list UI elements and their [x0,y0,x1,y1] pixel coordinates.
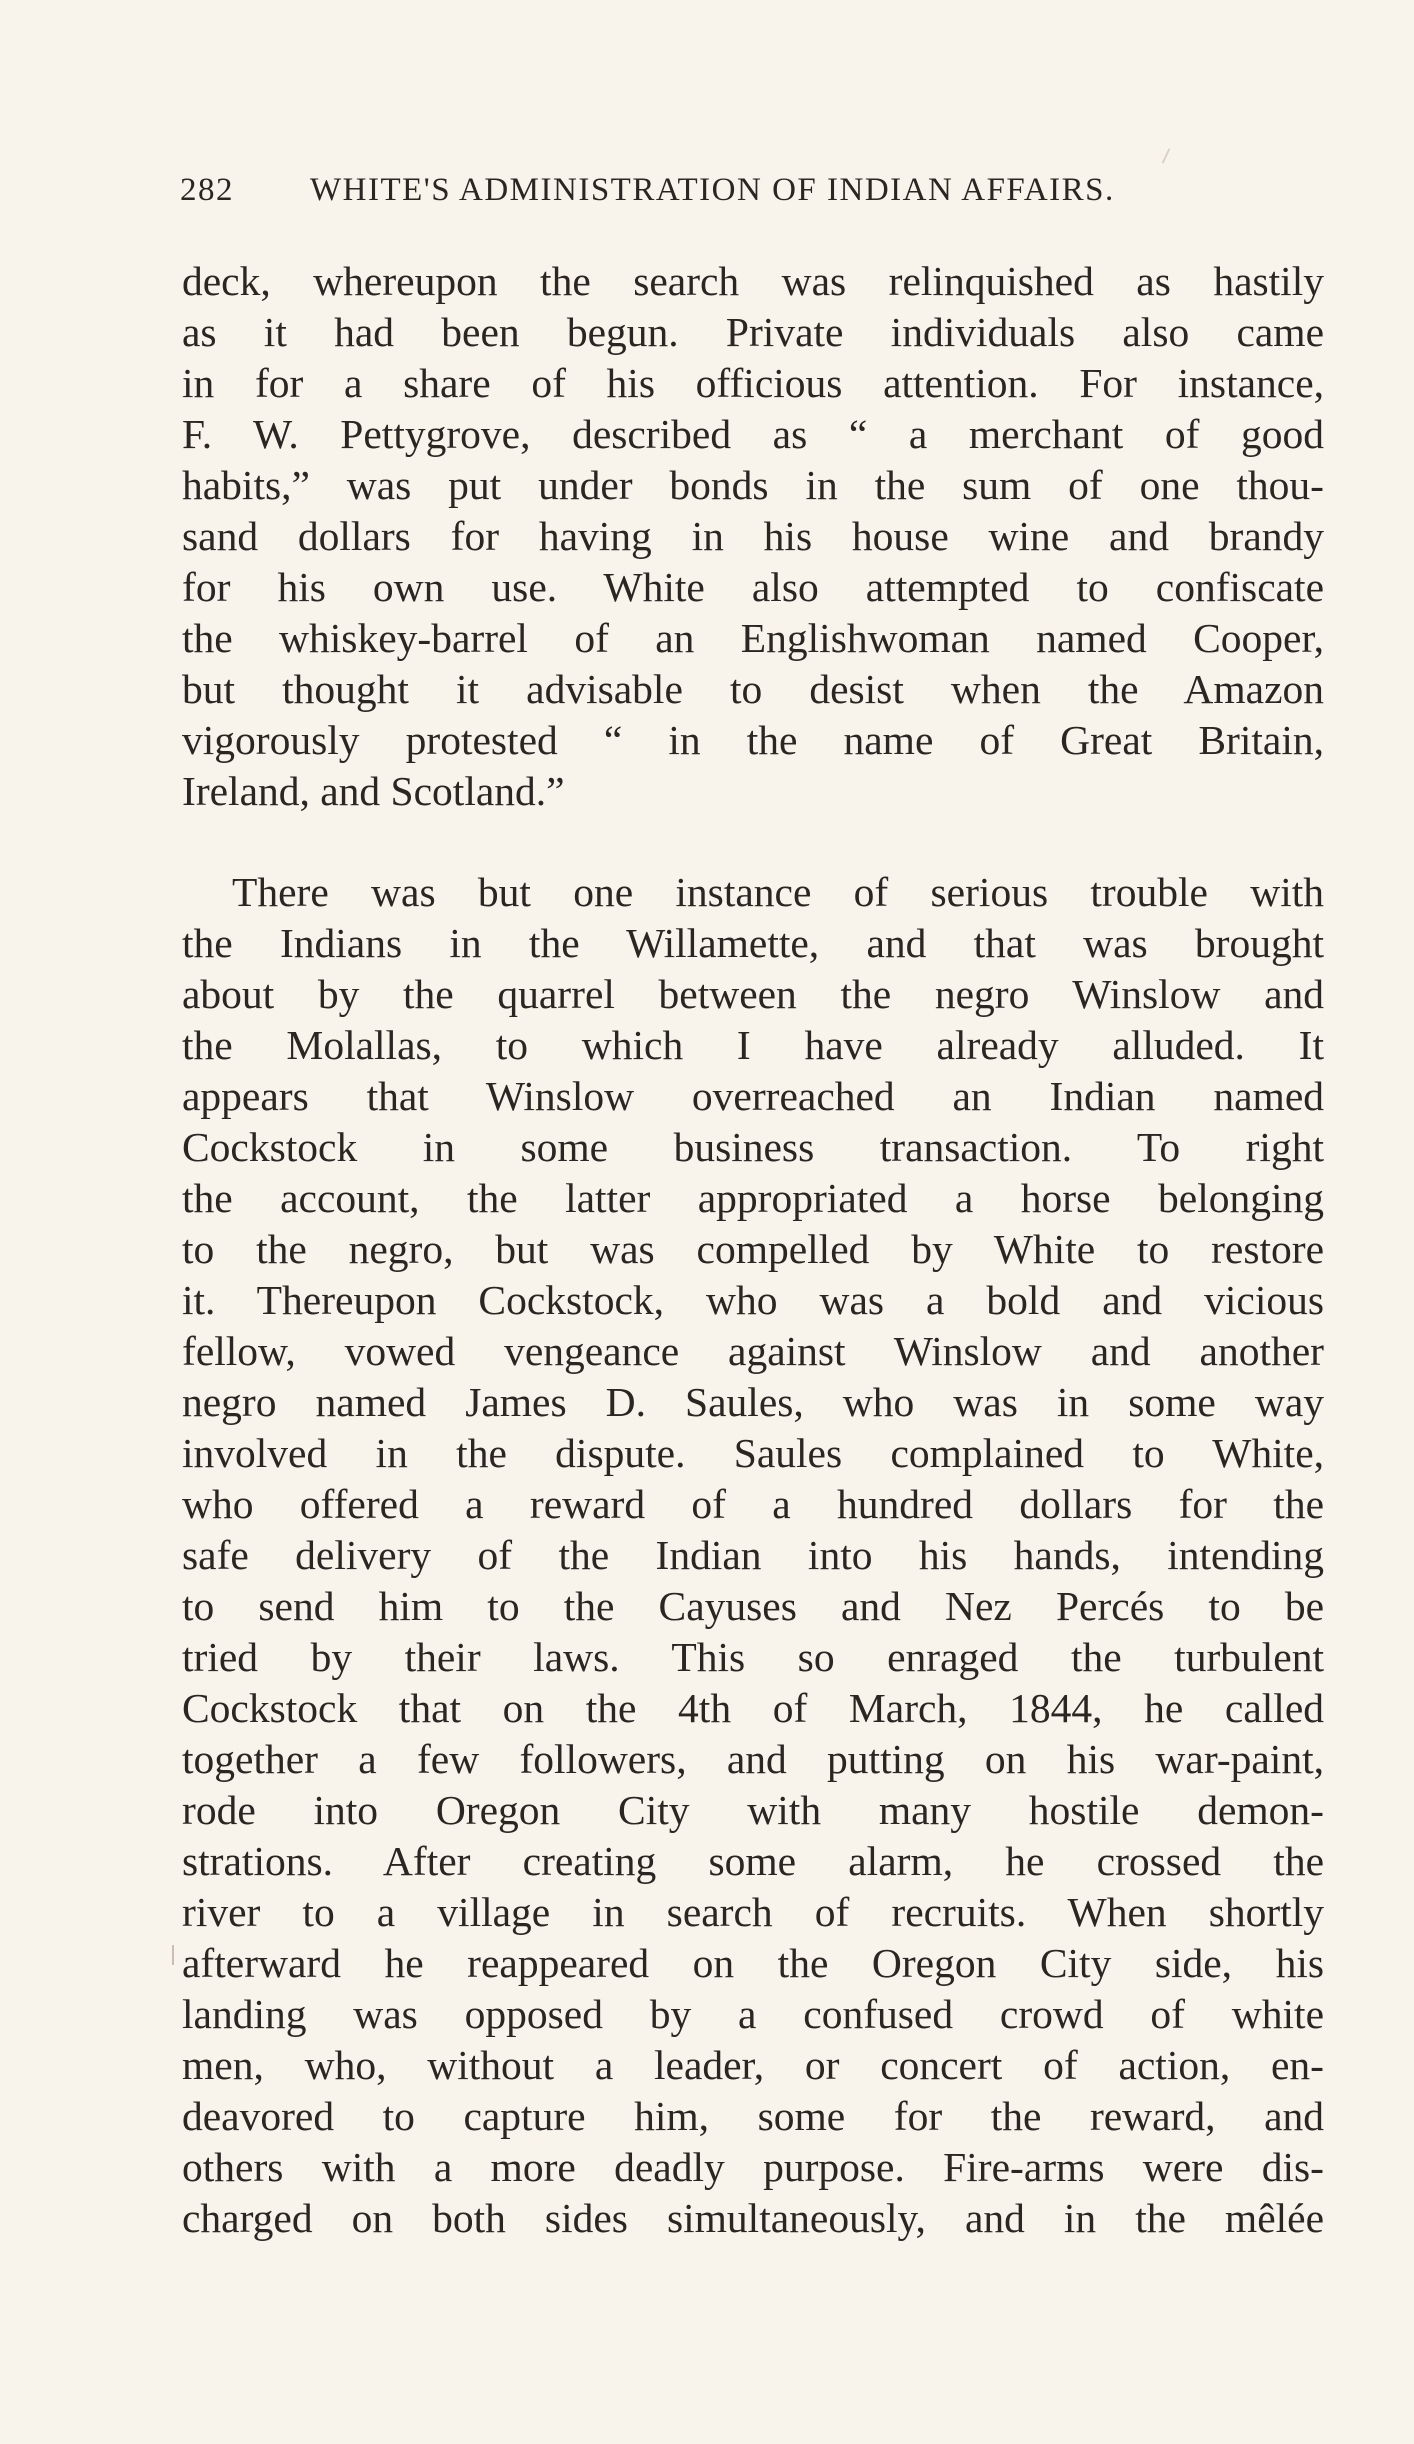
text-line: deck, whereupon the search was relinquished as hastily [182,258,1324,304]
text-line: men, who, without a leader, or concert of action, en- [182,2042,1324,2088]
text-line: in for a share of his officious attention. For instance, [182,360,1324,406]
paragraph-1 [182,256,1324,817]
page-header [180,172,1220,216]
text-line: There was but one instance of serious trouble with [232,869,1324,915]
text-line: others with a more deadly purpose. Fire-arms were dis- [182,2144,1324,2190]
text-line: who offered a reward of a hundred dollars for the [182,1481,1324,1527]
text-line: habits,” was put under bonds in the sum of one thou- [182,462,1324,508]
running-head: WHITE'S ADMINISTRATION OF INDIAN AFFAIRS. [310,172,1115,208]
text-line: vigorously protested “ in the name of Great Britain, [182,717,1324,763]
text-line: Cockstock in some business transaction. To right [182,1124,1324,1170]
text-line: fellow, vowed vengeance against Winslow and another [182,1328,1324,1374]
text-line: together a few followers, and putting on his war-paint, [182,1736,1324,1782]
text-line: F. W. Pettygrove, described as “ a merchant of good [182,411,1324,457]
text-line: appears that Winslow overreached an Indian named [182,1073,1324,1119]
corner-mark [1162,148,1171,163]
text-line: the Indians in the Willamette, and that was brought [182,920,1324,966]
text-line: Cockstock that on the 4th of March, 1844, he called [182,1685,1324,1731]
page-number: 282 [180,172,234,208]
text-line: Ireland, and Scotland.” [182,768,565,814]
text-line: sand dollars for having in his house wine and brandy [182,513,1324,559]
text-line: it. Thereupon Cockstock, who was a bold and vicious [182,1277,1324,1323]
text-line: tried by their laws. This so enraged the turbulent [182,1634,1324,1680]
text-line: to send him to the Cayuses and Nez Percés to be [182,1583,1324,1629]
text-line: strations. After creating some alarm, he crossed the [182,1838,1324,1884]
text-line: but thought it advisable to desist when the Amazon [182,666,1324,712]
text-line: safe delivery of the Indian into his hands, intending [182,1532,1324,1578]
text-line: afterward he reappeared on the Oregon City side, his [182,1940,1324,1986]
text-line: as it had been begun. Private individuals also came [182,309,1324,355]
text-line: for his own use. White also attempted to confiscate [182,564,1324,610]
text-line: negro named James D. Saules, who was in some way [182,1379,1324,1425]
text-line: deavored to capture him, some for the reward, and [182,2093,1324,2139]
text-line: the Molallas, to which I have already alluded. It [182,1022,1324,1068]
text-line: river to a village in search of recruits. When shortly [182,1889,1324,1935]
paragraph-2 [182,867,1324,2244]
text-line: to the negro, but was compelled by White to restore [182,1226,1324,1272]
paragraph-gap [182,817,1324,867]
text-line: rode into Oregon City with many hostile demon- [182,1787,1324,1833]
text-line: charged on both sides simultaneously, and in the mêlée [182,2195,1324,2241]
text-line: involved in the dispute. Saules complained to White, [182,1430,1324,1476]
text-line: about by the quarrel between the negro Winslow and [182,971,1324,1017]
text-line: the account, the latter appropriated a horse belonging [182,1175,1324,1221]
text-line: the whiskey-barrel of an Englishwoman named Cooper, [182,615,1324,661]
margin-mark [172,1945,174,1965]
body-text [182,256,1324,2244]
text-line: landing was opposed by a confused crowd of white [182,1991,1324,2037]
